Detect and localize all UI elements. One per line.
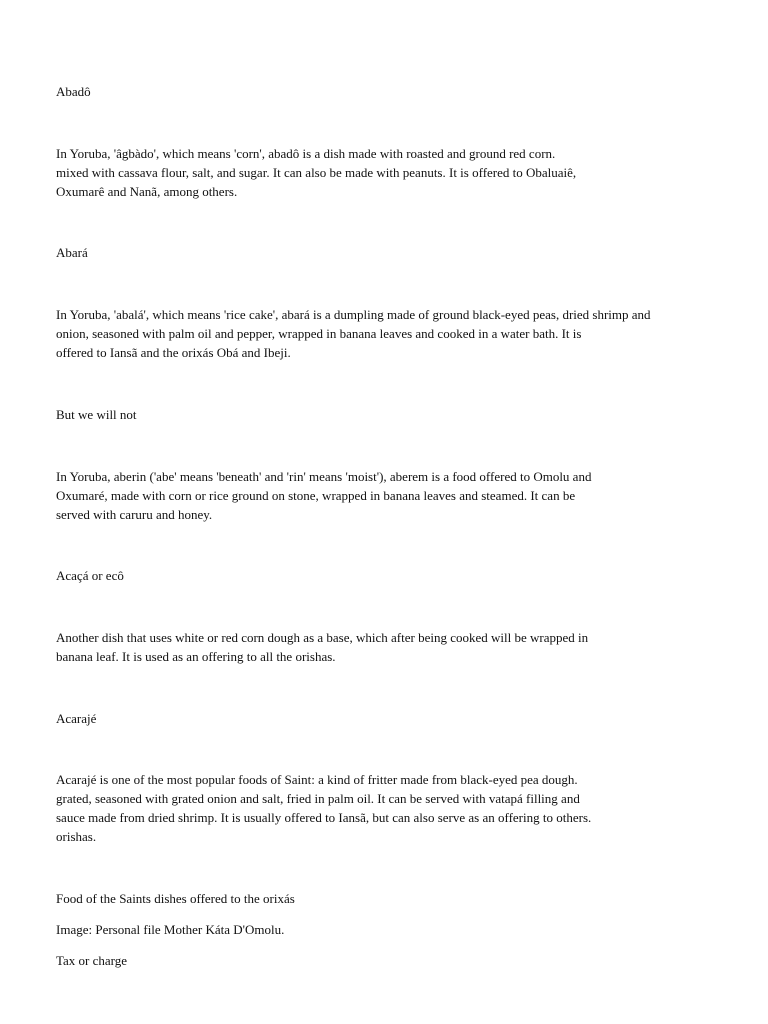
image-caption: Food of the Saints dishes offered to the orixás xyxy=(56,891,295,906)
section-heading-acaraje: Acarajé xyxy=(56,711,97,726)
section-body-aberem xyxy=(56,467,716,524)
section-body-abado xyxy=(56,144,716,201)
paragraph-line: Oxumaré, made with corn or rice ground on stone, wrapped in banana leaves and steamed. It can be xyxy=(56,488,576,503)
image-credit: Image: Personal file Mother Káta D'Omolu. xyxy=(56,922,285,937)
section-body-abara xyxy=(56,305,716,362)
section-heading-acaca: Acaçá or ecô xyxy=(56,568,124,583)
paragraph-line: onion, seasoned with palm oil and pepper, wrapped in banana leaves and cooked in a water bath. It is xyxy=(56,326,582,341)
section-heading-abado: Abadô xyxy=(56,84,91,99)
section-body-acaca xyxy=(56,628,716,666)
paragraph-line: Oxumarê and Nanã, among others. xyxy=(56,184,238,199)
paragraph-line: In Yoruba, aberin ('abe' means 'beneath' and 'rin' means 'moist'), aberem is a food offered to Omolu and xyxy=(56,469,592,484)
tax-or-charge-text: Tax or charge xyxy=(56,953,128,968)
paragraph-line: Acarajé is one of the most popular foods of Saint: a kind of fritter made from black-eyed pea dough. xyxy=(56,772,578,787)
paragraph-line: mixed with cassava flour, salt, and sugar. It can also be made with peanuts. It is offered to Obaluaiê, xyxy=(56,165,577,180)
paragraph-line: grated, seasoned with grated onion and salt, fried in palm oil. It can be served with vatapá filling and xyxy=(56,791,580,806)
paragraph-line: served with caruru and honey. xyxy=(56,507,213,522)
paragraph-line: sauce made from dried shrimp. It is usually offered to Iansã, but can also serve as an offering to others. xyxy=(56,810,592,825)
section-heading-aberem: But we will not xyxy=(56,407,137,422)
paragraph-line: In Yoruba, 'abalá', which means 'rice cake', abará is a dumpling made of ground black-eyed peas, dried shrimp and xyxy=(56,307,651,322)
paragraph-line: In Yoruba, 'âgbàdo', which means 'corn', abadô is a dish made with roasted and ground red corn. xyxy=(56,146,556,161)
section-heading-abara: Abará xyxy=(56,245,88,260)
paragraph-line: offered to Iansã and the orixás Obá and Ibeji. xyxy=(56,345,291,360)
paragraph-line: orishas. xyxy=(56,829,97,844)
paragraph-line: banana leaf. It is used as an offering to all the orishas. xyxy=(56,649,336,664)
section-body-acaraje xyxy=(56,770,716,846)
paragraph-line: Another dish that uses white or red corn dough as a base, which after being cooked will be wrapped in xyxy=(56,630,589,645)
